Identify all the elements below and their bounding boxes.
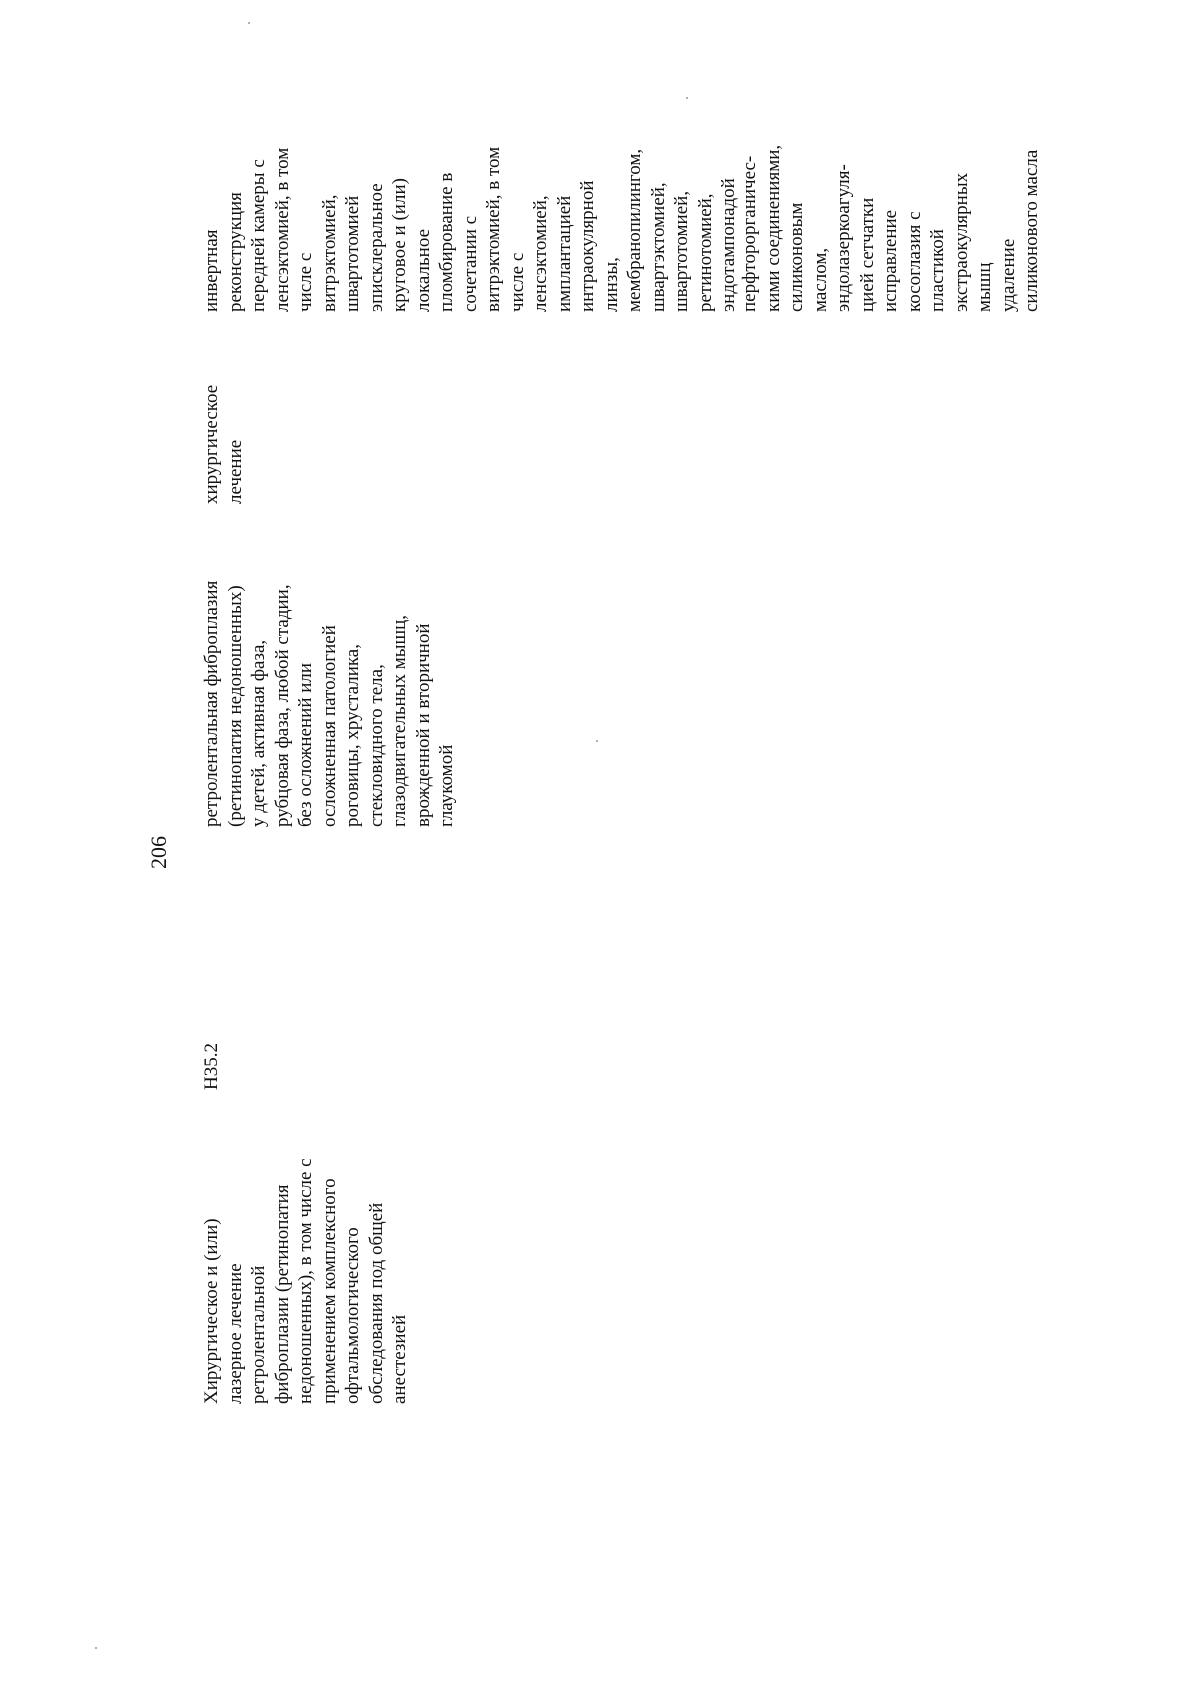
method-cell-part1: инвертная реконструкция передней камеры с ленсэктомией, в том числе с витрэктомией, швартотомией эписклеральное круговое и (или) локальное пломбирование в сочетании с витрэктомией, в том числе с ленсэктомией, имплантацией интраокулярной линзы, мембранопилингом, швартэктомией, швартотомией, ретинотомией, эндотампонадой bbox=[201, 146, 739, 312]
page-number: 206 bbox=[146, 836, 171, 869]
scan-speck bbox=[95, 1647, 97, 1649]
icd-code-cell: H35.2 bbox=[201, 1043, 222, 1090]
procedure-name-cell: Хирургическое и (или) лазерное лечение ретролентальной фиброплазии (ретинопатия недоношенных), в том числе с применением комплексного офтальмологического обследования под общей анестезией bbox=[201, 1158, 410, 1404]
diagnosis-cell: ретролентальная фиброплазия (ретинопатия недоношенных) у детей, активная фаза, рубцовая фаза, любой стадии, без осложнений или осложненная патологией роговицы, хрусталика, стекловидного тела, глазодвигательных мышц, врожденной и вторичной глаукомой bbox=[201, 580, 457, 827]
scan-speck bbox=[686, 97, 688, 99]
treatment-type-cell: хирургическое лечение bbox=[201, 384, 246, 504]
scan-speck bbox=[596, 740, 598, 742]
scan-speck bbox=[248, 22, 250, 24]
method-cell-part2: перфторорганичес- кими соединениями, силиконовым маслом, эндолазеркоагуля- цией сетчатки исправление косоглазия с пластикой экстраокулярных мышц удаление силиконового масла bbox=[739, 144, 1042, 312]
